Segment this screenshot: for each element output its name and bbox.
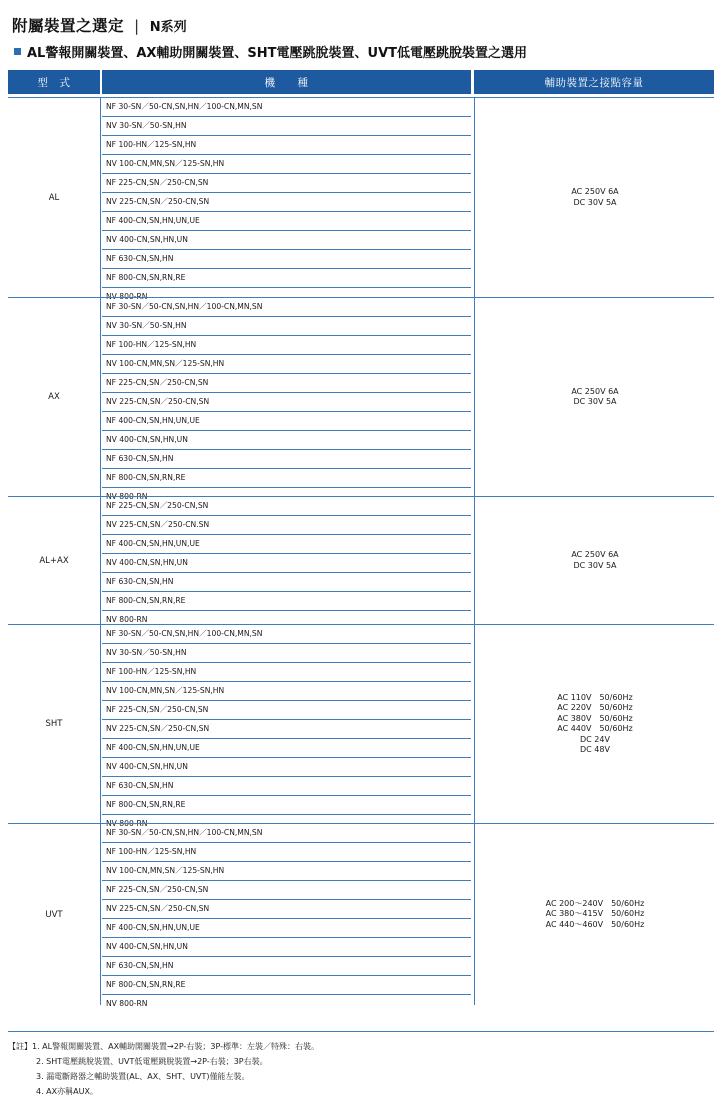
capacity-line: DC 30V 5A bbox=[573, 397, 617, 406]
model-row: NV 225-CN,SN／250-CN.SN bbox=[102, 516, 471, 535]
table-group bbox=[8, 624, 714, 828]
model-row: NV 400-CN,SN,HN,UN bbox=[102, 231, 471, 250]
capacity-line: AC 250V 6A bbox=[571, 550, 619, 559]
model-row: NV 800-RN bbox=[106, 491, 148, 501]
model-row: NF 630-CN,SN,HN bbox=[102, 573, 471, 592]
model-row: NF 400-CN,SN,HN,UN,UE bbox=[102, 919, 471, 938]
note-line-2 bbox=[8, 1054, 319, 1069]
model-row: NV 225-CN,SN／250-CN,SN bbox=[102, 900, 471, 919]
model-row: NF 800-CN,SN,RN,RE bbox=[102, 976, 471, 995]
capacity-line: DC 24V bbox=[580, 734, 610, 744]
type-cell: SHT bbox=[8, 625, 101, 824]
model-row: NV 800-RN bbox=[106, 615, 148, 624]
capacity-lines bbox=[571, 187, 618, 208]
capacity-line: AC 380～415V 50/60Hz bbox=[545, 909, 645, 919]
column-header-model: 機 種 bbox=[102, 70, 471, 94]
capacity-line: AC 440V 50/60Hz bbox=[557, 724, 633, 733]
note-line-3 bbox=[8, 1069, 319, 1084]
model-row: NF 630-CN,SN,HN bbox=[102, 450, 471, 469]
model-row: NF 400-CN,SN,HN,UN,UE bbox=[102, 212, 471, 231]
model-row: NF 100-HN／125-SN,HN bbox=[102, 843, 471, 862]
type-cell: AL bbox=[8, 98, 101, 297]
model-row: NF 225-CN,SN／250-CN,SN bbox=[102, 497, 471, 516]
section-subtitle bbox=[14, 42, 527, 61]
subtitle-text: AL警報開關裝置、AX輔助開關裝置、SHT電壓跳脫裝置、UVT低電壓跳脫裝置之選用 bbox=[27, 46, 528, 61]
table-group bbox=[8, 823, 714, 1008]
model-row: NF 225-CN,SN／250-CN,SN bbox=[102, 174, 471, 193]
capacity-line: AC 250V 6A bbox=[571, 386, 619, 396]
capacity-lines bbox=[571, 550, 618, 571]
model-row: NF 100-HN／125-SN,HN bbox=[102, 336, 471, 355]
model-row: NV 30-SN／50-SN,HN bbox=[102, 644, 471, 663]
note-line-4 bbox=[8, 1084, 319, 1099]
model-row: NF 400-CN,SN,HN,UN,UE bbox=[102, 535, 471, 554]
capacity-line: DC 30V 5A bbox=[573, 197, 617, 207]
model-row: NV 225-CN,SN／250-CN,SN bbox=[102, 720, 471, 739]
capacity-line: AC 200～240V 50/60Hz bbox=[545, 898, 645, 908]
note-text-3: 3. 漏電斷路器之輔助裝置(AL、AX、SHT、UVT)僅能左裝。 bbox=[36, 1072, 250, 1081]
model-row: NV 30-SN／50-SN,HN bbox=[102, 117, 471, 136]
model-list bbox=[102, 497, 471, 629]
model-row: NF 630-CN,SN,HN bbox=[102, 957, 471, 976]
model-list bbox=[102, 98, 471, 306]
model-row: NF 630-CN,SN,HN bbox=[102, 250, 471, 269]
model-row: NF 800-CN,SN,RN,RE bbox=[102, 592, 471, 611]
model-row: NV 800-RN bbox=[106, 818, 148, 828]
type-cell: UVT bbox=[8, 824, 101, 1005]
model-row: NF 400-CN,SN,HN,UN,UE bbox=[102, 412, 471, 431]
model-list bbox=[102, 298, 471, 506]
column-header-capacity: 輔助裝置之接點容量 bbox=[474, 70, 714, 94]
capacity-line: DC 48V bbox=[580, 745, 610, 754]
model-row: NF 30-SN／50-CN,SN,HN／100-CN,MN,SN bbox=[102, 824, 471, 843]
capacity-line: AC 250V 6A bbox=[571, 187, 619, 196]
series-label: N系列 bbox=[149, 20, 187, 35]
square-bullet-icon bbox=[14, 48, 21, 55]
notes-label: 【註】 bbox=[8, 1042, 32, 1051]
table-group bbox=[8, 97, 714, 301]
model-list bbox=[102, 824, 471, 1013]
model-row: NV 400-CN,SN,HN,UN bbox=[102, 938, 471, 957]
capacity-line: DC 30V 5A bbox=[573, 560, 617, 570]
capacity-cell bbox=[474, 824, 715, 1005]
type-cell: AX bbox=[8, 298, 101, 497]
title-separator: | bbox=[134, 17, 140, 35]
table-group bbox=[8, 496, 714, 624]
model-row: NV 400-CN,SN,HN,UN bbox=[102, 431, 471, 450]
title-text: 附屬裝置之選定 bbox=[12, 17, 125, 35]
model-row: NF 630-CN,SN,HN bbox=[102, 777, 471, 796]
model-row: NV 225-CN,SN／250-CN,SN bbox=[102, 393, 471, 412]
model-row: NF 100-HN／125-SN,HN bbox=[102, 663, 471, 682]
model-row: NV 800-RN bbox=[106, 292, 148, 301]
model-row: NF 30-SN／50-CN,SN,HN／100-CN,MN,SN bbox=[102, 625, 471, 644]
capacity-lines bbox=[546, 899, 645, 931]
capacity-cell bbox=[474, 625, 715, 824]
model-row: NF 100-HN／125-SN,HN bbox=[102, 136, 471, 155]
model-row: NV 100-CN,MN,SN／125-SN,HN bbox=[102, 862, 471, 881]
capacity-cell bbox=[474, 98, 715, 297]
note-text-2: 2. SHT電壓跳脫裝置、UVT低電壓跳脫裝置→2P-右裝；3P右裝。 bbox=[36, 1057, 268, 1066]
notes-section bbox=[8, 1039, 319, 1099]
model-row: NV 100-CN,MN,SN／125-SN,HN bbox=[102, 355, 471, 374]
capacity-line: AC 380V 50/60Hz bbox=[557, 713, 633, 723]
model-row: NV 30-SN／50-SN,HN bbox=[102, 317, 471, 336]
column-header-type: 型 式 bbox=[8, 70, 100, 94]
model-row: NV 100-CN,MN,SN／125-SN,HN bbox=[102, 155, 471, 174]
note-text-1: 1. AL警報開關裝置、AX輔助開關裝置→2P-右裝；3P-標準：左裝／特殊：右裝。 bbox=[32, 1042, 320, 1051]
note-text-4: 4. AX亦稱AUX。 bbox=[36, 1087, 98, 1096]
model-row: NF 225-CN,SN／250-CN,SN bbox=[102, 881, 471, 900]
model-row: NF 400-CN,SN,HN,UN,UE bbox=[102, 739, 471, 758]
model-row: NF 800-CN,SN,RN,RE bbox=[102, 469, 471, 488]
table-group bbox=[8, 297, 714, 501]
note-line-1 bbox=[8, 1039, 319, 1054]
capacity-cell bbox=[474, 497, 715, 624]
capacity-lines bbox=[571, 387, 618, 408]
table-bottom-rule bbox=[8, 1031, 714, 1032]
capacity-cell bbox=[474, 298, 715, 497]
model-list bbox=[102, 625, 471, 833]
model-row: NF 800-CN,SN,RN,RE bbox=[102, 796, 471, 815]
page-title bbox=[12, 14, 187, 36]
model-row: NV 400-CN,SN,HN,UN bbox=[102, 758, 471, 777]
model-row: NF 225-CN,SN／250-CN,SN bbox=[102, 701, 471, 720]
capacity-line: AC 440～460V 50/60Hz bbox=[545, 919, 645, 929]
capacity-lines bbox=[557, 693, 632, 756]
model-row: NF 225-CN,SN／250-CN,SN bbox=[102, 374, 471, 393]
model-row: NV 800-RN bbox=[106, 999, 148, 1008]
type-cell: AL+AX bbox=[8, 497, 101, 624]
model-row: NV 400-CN,SN,HN,UN bbox=[102, 554, 471, 573]
model-row: NV 225-CN,SN／250-CN,SN bbox=[102, 193, 471, 212]
model-row: NF 800-CN,SN,RN,RE bbox=[102, 269, 471, 288]
model-row: NV 100-CN,MN,SN／125-SN,HN bbox=[102, 682, 471, 701]
model-row: NF 30-SN／50-CN,SN,HN／100-CN,MN,SN bbox=[102, 98, 471, 117]
capacity-line: AC 220V 50/60Hz bbox=[557, 703, 633, 712]
capacity-line: AC 110V 50/60Hz bbox=[557, 692, 633, 702]
model-row: NF 30-SN／50-CN,SN,HN／100-CN,MN,SN bbox=[102, 298, 471, 317]
